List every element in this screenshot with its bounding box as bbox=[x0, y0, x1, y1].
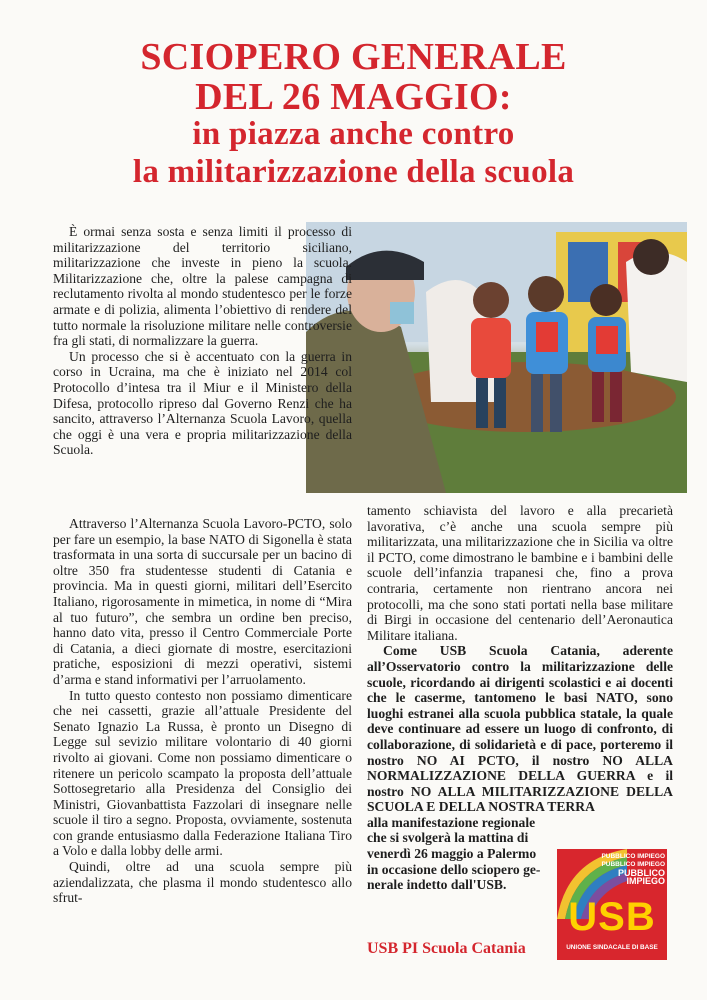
paragraph: Quindi, oltre ad una scuola sempre più aziendalizzata, che plasma il mondo studentesco allo sfrut- bbox=[53, 859, 352, 906]
headline-line-2: DEL 26 MAGGIO: bbox=[195, 76, 512, 118]
headline-line-3: in piazza anche contro bbox=[192, 116, 515, 152]
article-photo bbox=[306, 222, 687, 493]
article-column-1-top bbox=[53, 224, 352, 458]
headline-line-1: SCIOPERO GENERALE bbox=[140, 36, 567, 78]
closing-line: in occasione dello sciopero ge- bbox=[367, 861, 541, 877]
paragraph: In tutto questo contesto non possiamo dimenticare che nei cassetti, grazie all’attuale Presidente del Senato Ignazio La Russa, è pronto un Disegno di Legge sul sevizio militare volontario di 40 giorni rivolto ai giovani. Come non possiamo dimenticare o ritenere un pericolo scampato la proposta dell’attuale Sottosegretario alla Presidenza del Consiglio dei Ministri, Giovanbattista Fazzolari di insegnare nelle scuole il tiro a segno. Proposta, ovviamente, sostenuta con grande entusiasmo dalla Federazione Italiana Tiro a Volo e dalla lobby delle armi. bbox=[53, 687, 352, 859]
closing-line: alla manifestazione regionale bbox=[367, 814, 536, 830]
closing-line: nerale indetto dall'USB. bbox=[367, 877, 507, 893]
article-column-2 bbox=[367, 503, 673, 893]
logo-lines bbox=[595, 853, 665, 885]
paragraph-bold: Come USB Scuola Catania, aderente all’Osservatorio contro la militarizzazione delle scuole, ricordando ai dirigenti scolastici e ai docenti che le caserme, tantomeno le basi NATO, sono luoghi estranei alla scuola pubblica statale, la quale deve continuare ad essere un luogo di confronto, di collaborazione, di solidarietà e di pace, porteremo il nostro NO AI PCTO, il nostro NO ALLA NORMALIZZAZIONE DELLA GUERRA e il nostro NO ALLA MILITARIZZAZIONE DELLA SCUOLA E DELLA NOSTRA TERRA bbox=[367, 643, 673, 815]
logo-text: USB bbox=[568, 895, 656, 939]
paragraph: Attraverso l’Alternanza Scuola Lavoro-PCTO, solo per fare un esempio, la base NATO di Sigonella è stata trasformata in una sorta di succursale per un bacino di oltre 350 fra studentesse studenti di Catania e provincia. Ma in questi giorni, militari dell’Esercito Italiano, rigorosamente in mimetica, in nome di “Mira al tuo futuro”, che sembra un ordine ben preciso, hanno dato vita, presso il Centro Commerciale Porte di Catania, a dieci giornate di mostre, esercitazioni pratiche, esposizioni di mezzi operativi, sistemi d’arma e stand informativi per l’arruolamento. bbox=[53, 516, 352, 687]
article-column-1-bottom bbox=[53, 516, 352, 906]
headline-line-4: la militarizzazione della scuola bbox=[132, 154, 575, 190]
paragraph: Un processo che si è accentuato con la guerra in corso in Ucraina, ma che è iniziato nel 2014 col Protocollo d’intesa tra il Miur e il Ministero della Difesa, protocollo ripreso dal Governo Renzi che ha sancito, attraverso l’Alternanza Scuola Lavoro, quella che oggi è una vera e propria militarizzazione della Scuola. bbox=[53, 348, 352, 458]
closing-bold bbox=[367, 815, 557, 893]
closing-line: venerdì 26 maggio a Palermo bbox=[367, 846, 537, 862]
logo-line: PUBBLICO IMPIEGO bbox=[601, 861, 665, 868]
logo-line: PUBBLICO IMPIEGO bbox=[618, 868, 665, 886]
signature: USB PI Scuola Catania bbox=[367, 940, 526, 957]
photo-illustration bbox=[306, 222, 687, 493]
logo-line: PUBBLICO IMPIEGO bbox=[601, 853, 665, 860]
paragraph: tamento schiavista del lavoro e alla precarietà lavorativa, c’è anche una scuola sempre più militarizzata, una militarizzazione che in Sicilia va oltre il PCTO, come dimostrano le bambine e i bambini delle scuole dell’infanzia trapanesi che, fino a prova contraria, certamente non rientrano ancora nei protocolli, ma che sono stati portati nella base militare di Birgi in occasione del centenario dell’Aeronautica Militare italiana. bbox=[367, 503, 673, 643]
paragraph: È ormai senza sosta e senza limiti il processo di militarizzazione del territorio siciliano, militarizzazione che investe in pieno la scuola. Militarizzazione che, oltre la palese campagna di reclutamento rivolta al mondo studentesco per le forze armate e di polizia, alimenta l’obiettivo di rendere del tutto normale la risoluzione militare nelle controversie fra gli stati, di normalizzare la guerra. bbox=[53, 224, 352, 349]
logo-subtitle: UNIONE SINDACALE DI BASE bbox=[566, 944, 658, 951]
closing-line: che si svolgerà la mattina di bbox=[367, 830, 529, 846]
usb-logo bbox=[557, 849, 667, 960]
